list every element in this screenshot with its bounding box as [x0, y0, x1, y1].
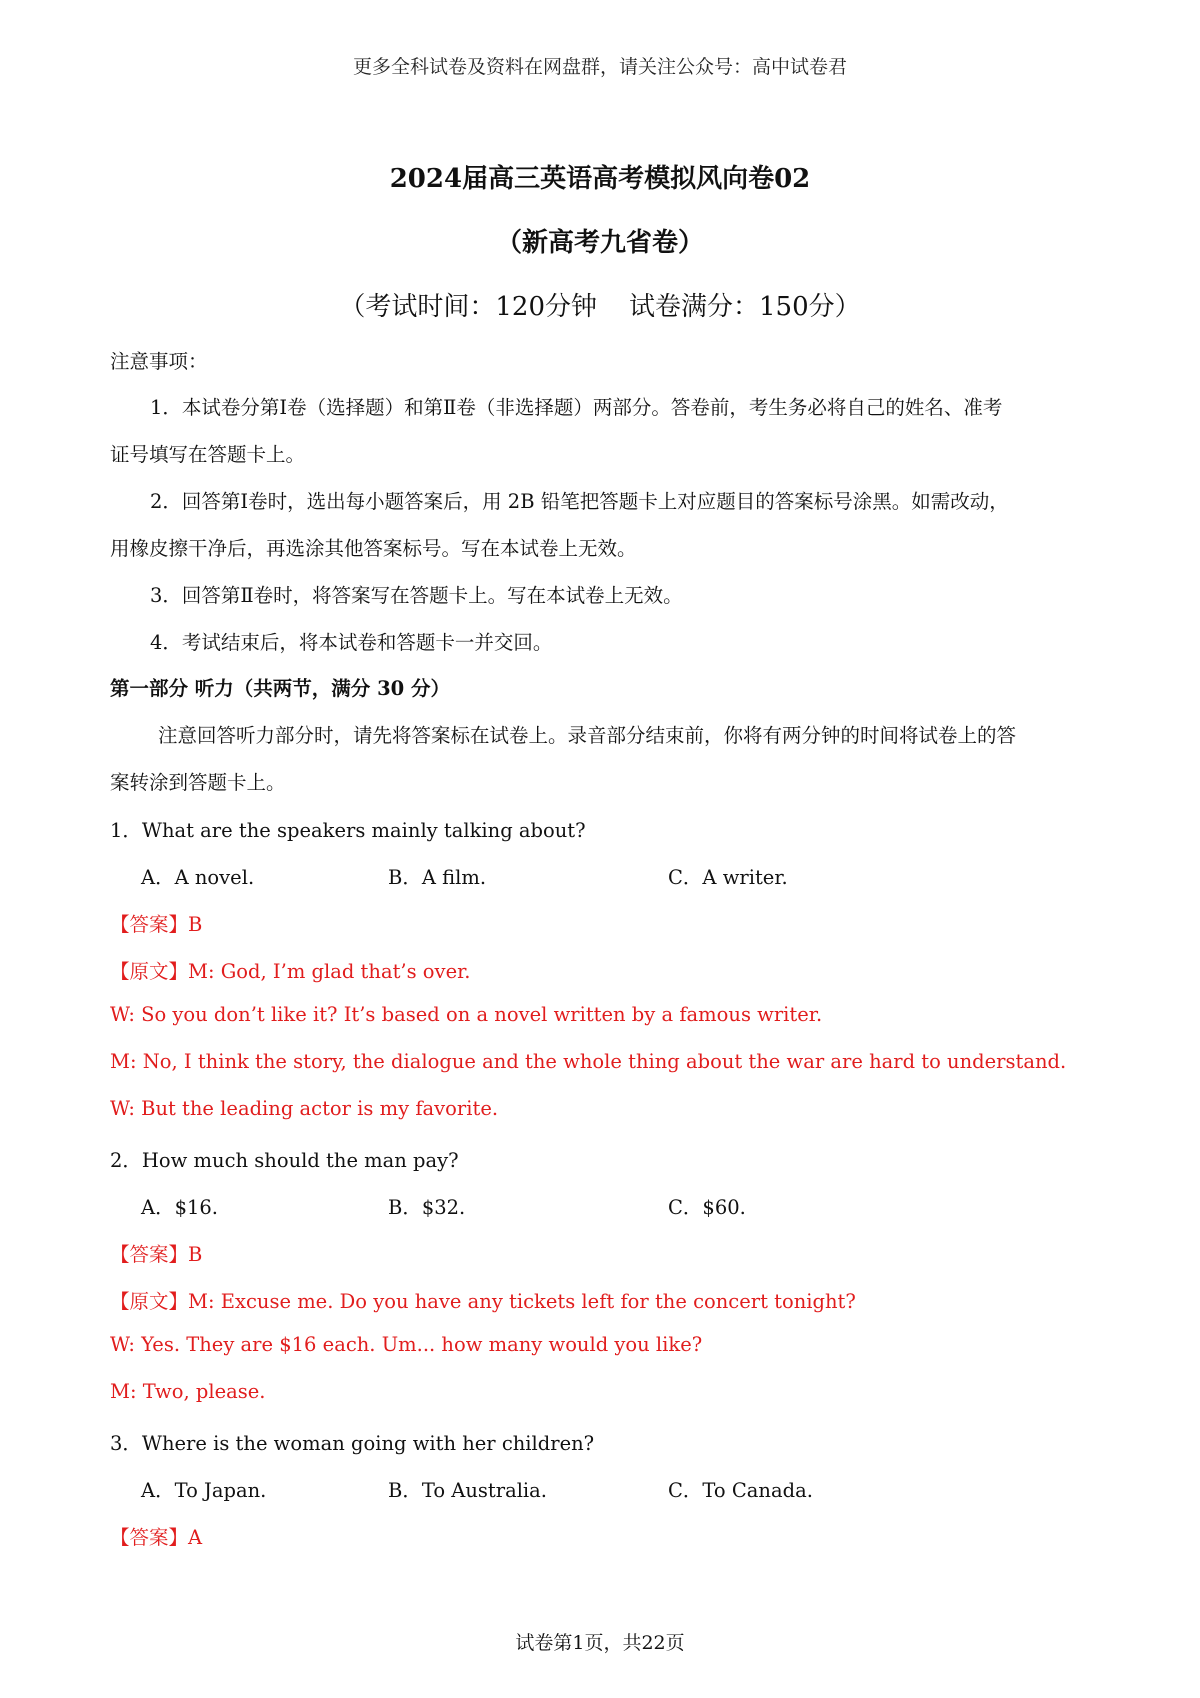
section-1-heading: 第一部分 听力（共两节，满分 30 分） — [110, 677, 451, 700]
question-1-option-a: A．A novel. — [141, 866, 255, 889]
question-1-answer: 【答案】B — [110, 913, 203, 936]
question-1-option-c: C．A writer. — [668, 866, 788, 889]
question-3-option-c: C．To Canada. — [668, 1479, 813, 1502]
page-subtitle: （新高考九省卷） — [495, 228, 704, 258]
notice-item-3: 3．回答第Ⅱ卷时，将答案写在答题卡上。写在本试卷上无效。 — [150, 584, 683, 607]
page-header: 更多全科试卷及资料在网盘群，请关注公众号：高中试卷君 — [352, 56, 847, 78]
question-3-answer: 【答案】A — [110, 1526, 203, 1549]
question-1-transcript-line-4: W: But the leading actor is my favorite. — [110, 1097, 499, 1120]
question-2-option-a: A．$16. — [141, 1196, 219, 1219]
question-3-option-a: A．To Japan. — [141, 1479, 267, 1502]
page-footer: 试卷第1页，共22页 — [515, 1632, 685, 1654]
exam-time: （考试时间：120分钟 — [339, 292, 597, 322]
section-1-instruction-line-2: 案转涂到答题卡上。 — [110, 771, 286, 794]
notice-item-2-line-1: 2．回答第Ⅰ卷时，选出每小题答案后，用 2B 铅笔把答题卡上对应题目的答案标号涂黑。如需改动， — [150, 490, 1009, 513]
question-2-transcript-line-2: W: Yes. They are $16 each. Um... how many would you like? — [110, 1333, 703, 1356]
question-1-option-b: B．A film. — [388, 866, 487, 889]
question-3-option-b: B．To Australia. — [388, 1479, 547, 1502]
question-2-transcript-line-3: M: Two, please. — [110, 1380, 266, 1403]
question-1-stem: 1．What are the speakers mainly talking about? — [110, 819, 586, 842]
question-2-option-c: C．$60. — [668, 1196, 746, 1219]
question-2-option-b: B．$32. — [388, 1196, 466, 1219]
notice-item-2-line-2: 用橡皮擦干净后，再选涂其他答案标号。写在本试卷上无效。 — [110, 537, 637, 560]
notice-item-1-line-1: 1．本试卷分第Ⅰ卷（选择题）和第Ⅱ卷（非选择题）两部分。答卷前，考生务必将自己的姓名、准考 — [150, 396, 1003, 419]
question-1-transcript-line-2: W: So you don’t like it? It’s based on a novel written by a famous writer. — [110, 1003, 823, 1026]
question-2-stem: 2．How much should the man pay? — [110, 1149, 459, 1172]
question-2-transcript-line-1: 【原文】M: Excuse me. Do you have any tickets left for the concert tonight? — [110, 1290, 856, 1313]
notice-heading: 注意事项： — [110, 350, 208, 373]
notice-item-1-line-2: 证号填写在答题卡上。 — [110, 443, 306, 466]
page-title: 2024届高三英语高考模拟风向卷02 — [389, 164, 811, 194]
question-1-transcript-line-1: 【原文】M: God, I’m glad that’s over. — [110, 960, 471, 983]
section-1-instruction-line-1: 注意回答听力部分时，请先将答案标在试卷上。录音部分结束前，你将有两分钟的时间将试卷上的答 — [158, 724, 1017, 747]
exam-score: 试卷满分：150分） — [629, 292, 861, 322]
question-3-stem: 3．Where is the woman going with her children? — [110, 1432, 595, 1455]
question-1-transcript-line-3: M: No, I think the story, the dialogue and the whole thing about the war are hard to understand. — [110, 1050, 1067, 1073]
exam-info — [0, 286, 1200, 323]
notice-item-4: 4．考试结束后，将本试卷和答题卡一并交回。 — [150, 631, 553, 654]
question-2-answer: 【答案】B — [110, 1243, 203, 1266]
